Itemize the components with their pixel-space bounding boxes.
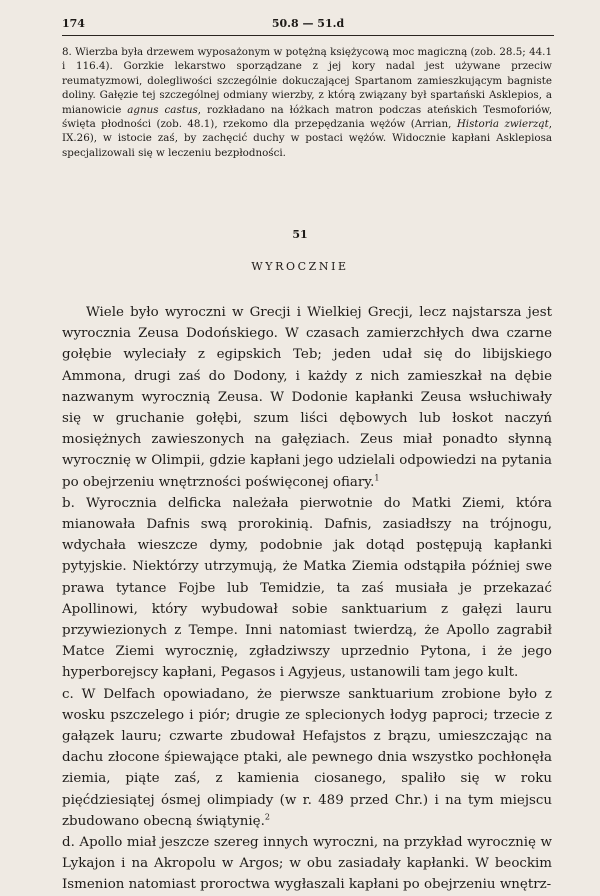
paragraph-d: d. Apollo miał jeszcze szereg innych wyroczni, na przykład wyrocznię w Lykajon i na Akropolu w Argos; w obu zasiadały kapłanki. W beockim Ismenion natomiast proroctwa wygłaszali kapłani po obejrzeniu wnętrz- — [62, 835, 552, 893]
note-text-3: , IX.26), w istocie zaś, by zachęcić duchy w postaci wężów. Widocznie kapłani Asklepiosa specjalizowali się w leczeniu bezpłodności. — [62, 118, 552, 159]
page-header — [62, 17, 554, 36]
page-number: 174 — [62, 17, 85, 30]
note-italic-agnus-castus: agnus castus — [127, 103, 198, 116]
footnote-marker-1: 1 — [374, 473, 380, 483]
note-text-2: , rozkładano na łóżkach matron podczas ateńskich Tesmoforiów, święta płodności (zob. 48.1), rzekomo dla przepędzania wężów (Arrian, — [62, 103, 553, 131]
paragraph-a-text: Wiele było wyroczni w Grecji i Wielkiej Grecji, lecz najstarsza jest wyrocznia Zeusa Dodońskiego. W czasach zamierzchłych dwa czarne gołębie wyleciały z egipskich Teb; jeden udał się do libijskiego Ammona, drugi zaś do Dodony, i każdy z nich zamieszkał na dębie nazwanym wyrocznią Zeusa. W Dodonie kapłanki Zeusa wsłuchiwały się w gruchanie gołębi, szum liści dębowych lub łoskot naczyń mosiężnych zawieszonych na gałęziach. Zeus miał ponadto słynną wyrocznię w Olimpii, gdzie kapłani jego udzielali odpowiedzi na pytania po obejrzeniu wnętrzności poświęconej ofiary. — [62, 305, 552, 490]
paragraph-b: b. Wyrocznia delficka należała pierwotnie do Matki Ziemi, która mianowała Dafnis swą prorokinią. Dafnis, zasiadłszy na trójnogu, wdychała wieszcze dymy, podobnie jak dotąd postępują kapłanki pytyjskie. Niektórzy utrzymują, że Matka Ziemia odstąpiła później swe prawa tytance Fojbe lub Temidzie, ta zaś musiała je przekazać Apollinowi, który wybudował sobie sanktuarium z gałęzi lauru przywiezionych z Tempe. Inni natomiast twierdzą, że Apollo zagrabił Matce Ziemi wyrocznię, zgładziwszy uprzednio Pytona, i że jego hyperborejscy kapłani, Pegasos i Agyjeus, ustanowili tam jego kult. — [62, 495, 552, 681]
section-number: 51 — [292, 228, 308, 241]
section-title: WYROCZNIE — [251, 260, 349, 273]
note-text-1: 8. Wierzba była drzewem wyposażonym w potężną księżycową moc magiczną (zob. 28.5; 44.1 i 116.4). Gorzkie lekarstwo sporządzane z jej kory nadal jest używane przeciw reumatyzmowi, dolegliwości szczególnie dokuczającej Spartanom zamieszkującym bagniste doliny. Gałęzie tej szczególnej odmiany wierzby, z którą związany był spartański Asklepios, a mianowicie — [62, 46, 552, 116]
footnote-marker-2: 2 — [264, 812, 270, 822]
note-italic-historia: Historia zwierząt — [456, 118, 549, 131]
paragraph-c-text: c. W Delfach opowiadano, że pierwsze sanktuarium zrobione było z wosku pszczelego i piór; drugie ze splecionych łodyg paproci; trzecie z gałązek lauru; czwarte zbudował Hefajstos z brązu, umieszczając na dachu złocone śpiewające ptaki, ale pewnego dnia wszystko pochłonęła ziemia, piąte zaś, z kamienia ciosanego, spaliło się w roku pięćdziesiątej ósmej olimpiady (w r. 489 przed Chr.) i na tym miejscu zbudowano obecną świątynię. — [62, 686, 552, 829]
running-head: 50.8 — 51.d — [271, 17, 345, 30]
commentary-note-8 — [62, 45, 552, 160]
paragraph-a — [62, 302, 552, 493]
main-text — [62, 302, 552, 896]
paragraph-c — [62, 684, 552, 832]
